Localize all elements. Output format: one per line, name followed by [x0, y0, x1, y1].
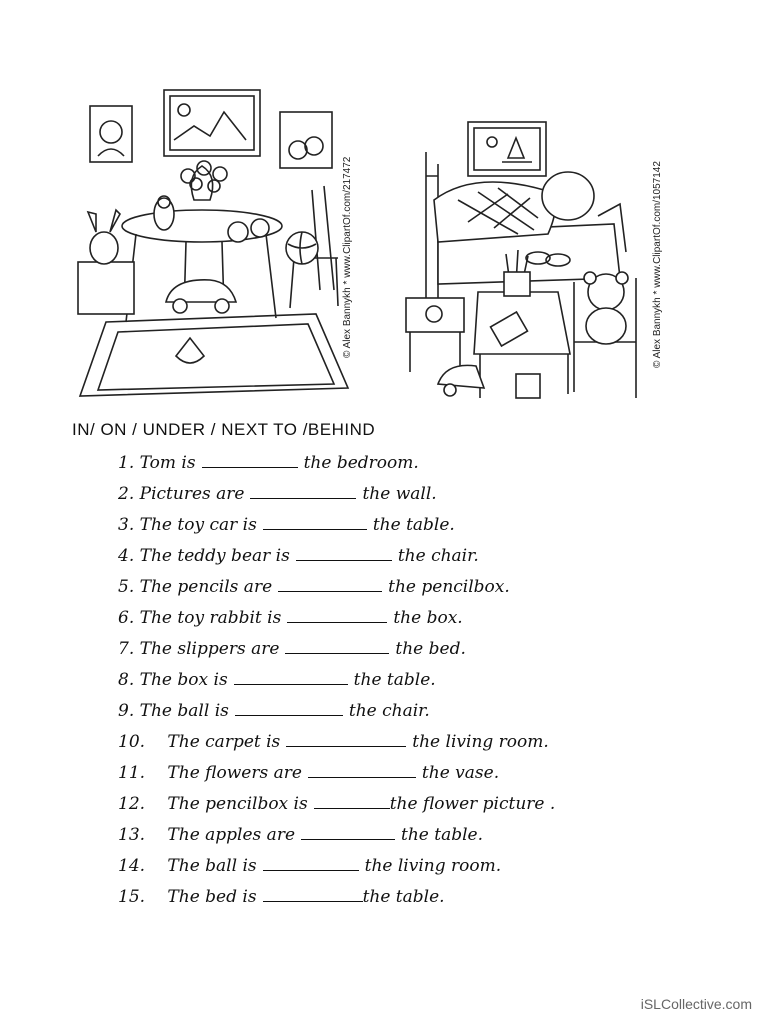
exercise-heading: IN/ ON / UNDER / NEXT TO /BEHIND	[72, 420, 376, 439]
sentence-text-after: the pencilbox.	[388, 577, 510, 597]
sentence-number: 12.	[118, 794, 146, 814]
sentence	[118, 512, 678, 543]
sentence-number: 7.	[118, 639, 135, 659]
sentence-text-after: the wall.	[362, 484, 437, 504]
sentence-text-before: The ball is	[139, 701, 229, 721]
sentence-text-after: the table.	[362, 887, 445, 907]
answer-blank[interactable]	[285, 637, 389, 654]
sentence-text-before: The box is	[139, 670, 228, 690]
sentence	[118, 667, 678, 698]
sentence-number: 1.	[118, 453, 135, 473]
sentence-text-after: the living room.	[364, 856, 502, 876]
bedroom-credit: © Alex Bannykh * www.ClipartOf.com/1057142	[652, 161, 663, 368]
sentence	[118, 543, 678, 574]
answer-blank[interactable]	[263, 854, 359, 871]
sentence-number: 8.	[118, 670, 135, 690]
living-room-credit: © Alex Bannykh * www.ClipartOf.com/217472	[342, 156, 353, 358]
landscape-picture	[164, 90, 260, 156]
sentence-number: 13.	[118, 825, 146, 845]
boat-picture	[468, 122, 546, 176]
sentence	[118, 450, 678, 481]
sentence	[118, 605, 678, 636]
sentence	[118, 481, 678, 512]
sentence-text-after: the table.	[401, 825, 484, 845]
answer-blank[interactable]	[314, 792, 390, 809]
blanket	[434, 182, 555, 242]
sentence-text-before: The toy rabbit is	[139, 608, 282, 628]
sentence-text-after: the vase.	[421, 763, 500, 783]
sentence-number: 15.	[118, 887, 146, 907]
sentence	[118, 884, 678, 915]
answer-blank[interactable]	[286, 730, 406, 747]
answer-blank[interactable]	[202, 451, 298, 468]
carpet	[80, 314, 348, 396]
answer-blank[interactable]	[278, 575, 382, 592]
stool	[406, 298, 464, 332]
sentence	[118, 853, 678, 884]
sentence	[118, 574, 678, 605]
sentence-text-after: the table.	[353, 670, 436, 690]
answer-blank[interactable]	[287, 606, 387, 623]
sentence-text-after: the chair.	[397, 546, 479, 566]
toy-car	[166, 280, 236, 302]
sentence-text-after: the chair.	[348, 701, 430, 721]
sentence-text-before: The toy car is	[139, 515, 257, 535]
sentence-text-after: the table.	[372, 515, 455, 535]
sentence-text-before: The pencilbox is	[167, 794, 308, 814]
answer-blank[interactable]	[308, 761, 416, 778]
fruit-picture	[280, 112, 332, 168]
sentence-text-before: The pencils are	[139, 577, 273, 597]
sentence-text-before: The teddy bear is	[139, 546, 290, 566]
answer-blank[interactable]	[263, 885, 363, 902]
cube-box	[516, 374, 540, 398]
sentence-number: 9.	[118, 701, 135, 721]
sentence-text-before: The slippers are	[139, 639, 280, 659]
sleeping-boy	[542, 172, 594, 220]
sentence-text-before: The flowers are	[167, 763, 302, 783]
sentence-text-before: The apples are	[167, 825, 296, 845]
sentence	[118, 760, 678, 791]
sentence	[118, 791, 678, 822]
bedroom-illustration	[398, 112, 648, 408]
sentence-number: 14.	[118, 856, 146, 876]
toy-box	[78, 262, 134, 314]
answer-blank[interactable]	[250, 482, 356, 499]
sentence	[118, 636, 678, 667]
sentence-text-after: the bedroom.	[303, 453, 419, 473]
answer-blank[interactable]	[263, 513, 367, 530]
sentence-list	[118, 450, 678, 915]
answer-blank[interactable]	[301, 823, 395, 840]
sentence	[118, 698, 678, 729]
islcollective-watermark: iSLCollective.com	[640, 996, 752, 1012]
answer-blank[interactable]	[296, 544, 392, 561]
sentence-text-before: The ball is	[167, 856, 257, 876]
sentence-text-before: The carpet is	[167, 732, 281, 752]
sentence-text-before: The bed is	[167, 887, 257, 907]
sentence-text-after: the bed.	[395, 639, 466, 659]
answer-blank[interactable]	[235, 699, 343, 716]
sentence-number: 4.	[118, 546, 135, 566]
sentence-number: 11.	[118, 763, 146, 783]
sentence-text-after: the flower picture .	[389, 794, 556, 814]
pencilbox	[504, 272, 530, 296]
sentence-number: 2.	[118, 484, 135, 504]
living-room-illustration	[66, 76, 366, 398]
sentence-text-after: the box.	[393, 608, 463, 628]
answer-blank[interactable]	[234, 668, 348, 685]
sentence-number: 10.	[118, 732, 146, 752]
sentence	[118, 822, 678, 853]
portrait-picture	[90, 106, 132, 162]
sentence-text-before: Pictures are	[139, 484, 245, 504]
sentence	[118, 729, 678, 760]
sentence-text-before: Tom is	[139, 453, 196, 473]
sentence-number: 6.	[118, 608, 135, 628]
sentence-number: 5.	[118, 577, 135, 597]
sentence-text-after: the living room.	[412, 732, 549, 752]
sentence-number: 3.	[118, 515, 135, 535]
